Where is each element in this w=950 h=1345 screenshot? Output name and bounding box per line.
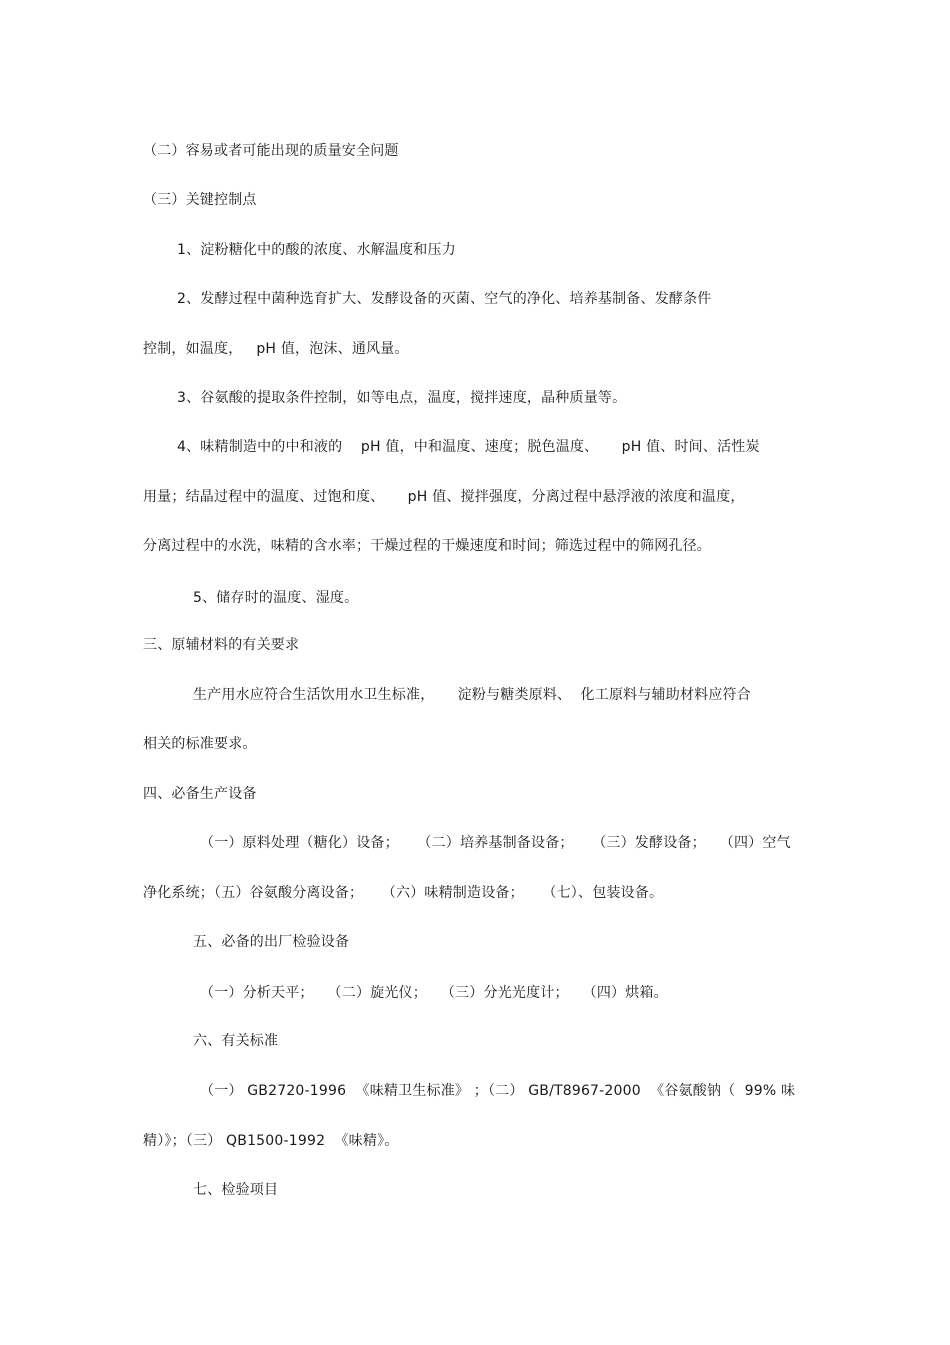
control-point-3: 3、谷氨酸的提取条件控制，如等电点，温度，搅拌速度，晶种质量等。 [177, 390, 627, 406]
control-point-5: 5、储存时的温度、湿度。 [193, 590, 359, 606]
production-equipment-list: （一）原料处理（糖化）设备； （二）培养基制备设备； （三）发酵设备； （四）空气 [200, 835, 791, 851]
control-point-2-continued: 控制，如温度， pH 值，泡沫、通风量。 [143, 341, 409, 357]
standards-list-continued: 精）》；（三） QB1500-1992 《味精》。 [143, 1133, 399, 1149]
section-heading-production-equipment: 四、必备生产设备 [143, 786, 257, 802]
section-heading-inspection-items: 七、检验项目 [193, 1182, 279, 1198]
control-point-2: 2、发酵过程中菌种选育扩大、发酵设备的灭菌、空气的净化、培养基制备、发酵条件 [177, 291, 712, 307]
raw-materials-text: 生产用水应符合生活饮用水卫生标准， 淀粉与糖类原料、 化工原料与辅助材料应符合 [193, 687, 751, 703]
control-point-4-continued-2: 分离过程中的水洗，味精的含水率；干燥过程的干燥速度和时间；筛选过程中的筛网孔径。 [143, 538, 711, 554]
standards-list: （一） GB2720-1996 《味精卫生标准》 ；（二） GB/T8967-2000 《谷氨酸钠（ 99% 味 [200, 1083, 796, 1099]
raw-materials-text-continued: 相关的标准要求。 [143, 736, 257, 752]
section-heading-inspection-equipment: 五、必备的出厂检验设备 [193, 934, 350, 950]
production-equipment-list-continued: 净化系统；（五）谷氨酸分离设备； （六）味精制造设备； （七）、包装设备。 [143, 885, 664, 901]
control-point-1: 1、淀粉糖化中的酸的浓度、水解温度和压力 [177, 242, 456, 258]
control-point-4: 4、味精制造中的中和液的 pH 值，中和温度、速度；脱色温度、 pH 值、时间、活性炭 [177, 439, 760, 455]
section-heading-quality-issues: （二）容易或者可能出现的质量安全问题 [143, 143, 399, 159]
inspection-equipment-list: （一）分析天平； （二）旋光仪； （三）分光光度计； （四）烘箱。 [200, 985, 668, 1001]
control-point-4-continued-1: 用量；结晶过程中的温度、过饱和度、 pH 值、搅拌强度，分离过程中悬浮液的浓度和温度， [143, 489, 745, 505]
section-heading-standards: 六、有关标准 [193, 1033, 279, 1049]
section-heading-raw-materials: 三、原辅材料的有关要求 [143, 637, 300, 653]
section-heading-key-control-points: （三）关键控制点 [143, 192, 257, 208]
